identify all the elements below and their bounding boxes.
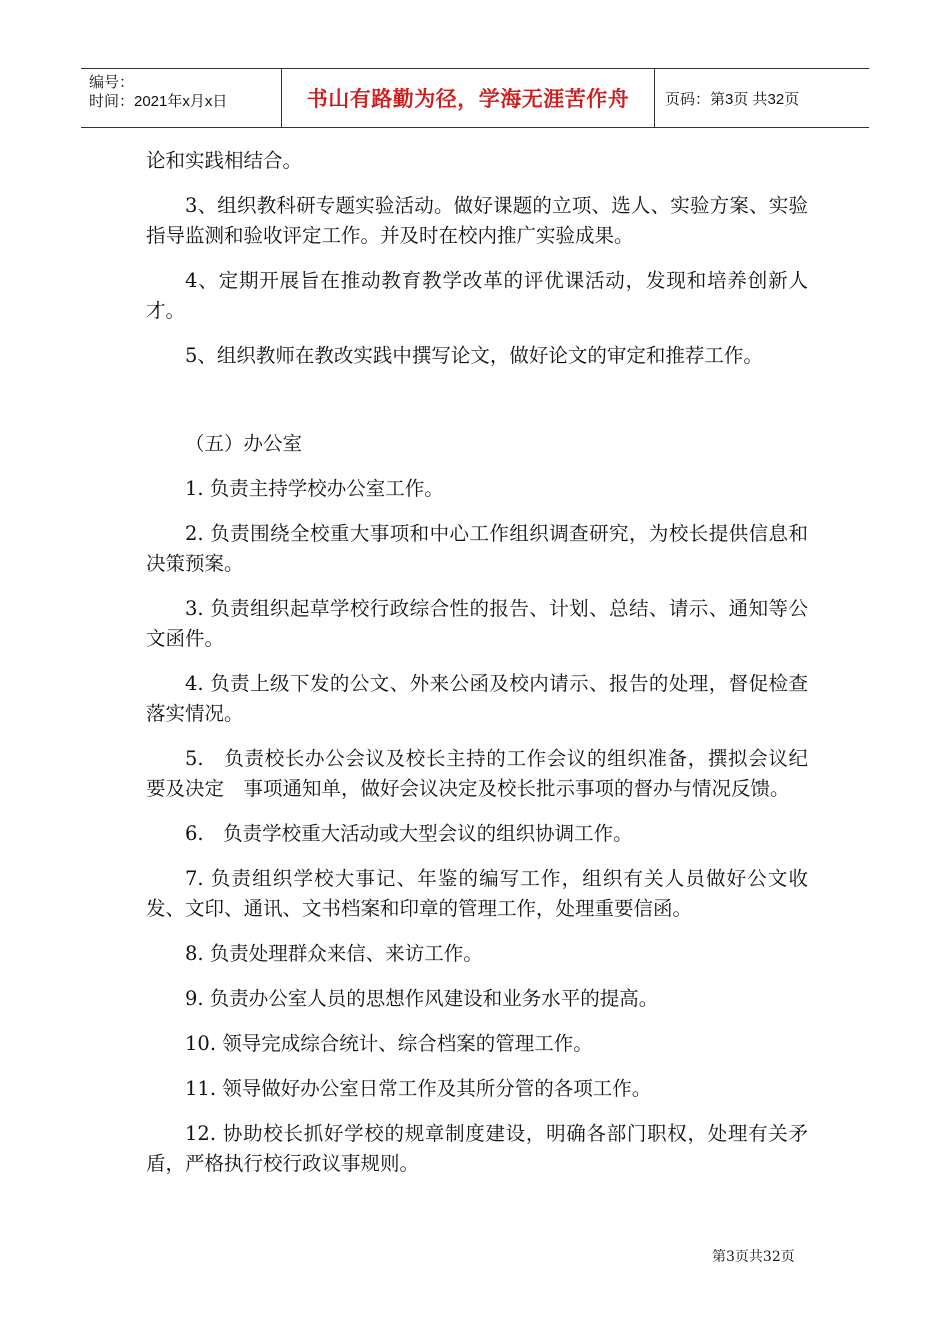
list-item: 12. 协助校长抓好学校的规章制度建设，明确各部门职权，处理有关矛盾，严格执行校行政议事规则。 (146, 1122, 808, 1175)
list-item: 2. 负责围绕全校重大事项和中心工作组织调查研究，为校长提供信息和决策预案。 (146, 522, 808, 575)
continuation-paragraph: 论和实践相结合。 (146, 149, 303, 172)
list-item: 4、定期开展旨在推动教育教学改革的评优课活动，发现和培养创新人才。 (146, 269, 808, 322)
list-item: 7. 负责组织学校大事记、年鉴的编写工作，组织有关人员做好公文收发、文印、通讯、文书档案和印章的管理工作，处理重要信函。 (146, 867, 808, 920)
page-header (81, 68, 869, 128)
header-meta (81, 69, 282, 127)
list-item: 9. 负责办公室人员的思想作风建设和业务水平的提高。 (185, 987, 659, 1010)
list-item: 11. 领导做好办公室日常工作及其所分管的各项工作。 (185, 1077, 652, 1100)
list-item: 3. 负责组织起草学校行政综合性的报告、计划、总结、请示、通知等公文函件。 (146, 597, 808, 650)
section-title: （五）办公室 (185, 432, 303, 455)
list-item: 8. 负责处理群众来信、来访工作。 (185, 942, 483, 965)
header-time-label: 时间：2021年x月x日 (89, 93, 228, 110)
list-item: 3、组织教科研专题实验活动。做好课题的立项、选人、实验方案、实验指导监测和验收评定工作。并及时在校内推广实验成果。 (146, 194, 808, 247)
list-item: 6. 负责学校重大活动或大型会议的组织协调工作。 (185, 822, 633, 845)
page-footer: 第3页共32页 (712, 1249, 795, 1265)
list-item: 5、组织教师在教改实践中撰写论文，做好论文的审定和推荐工作。 (185, 344, 763, 367)
list-item: 10. 领导完成综合统计、综合档案的管理工作。 (185, 1032, 593, 1055)
list-item: 4. 负责上级下发的公文、外来公函及校内请示、报告的处理，督促检查落实情况。 (146, 672, 808, 725)
list-item: 5. 负责校长办公会议及校长主持的工作会议的组织准备，撰拟会议纪要及决定 事项通知单，做好会议决定及校长批示事项的督办与情况反馈。 (146, 747, 808, 800)
list-item: 1. 负责主持学校办公室工作。 (185, 477, 444, 500)
header-number-label: 编号： (89, 74, 135, 91)
header-motto: 书山有路勤为径，学海无涯苦作舟 (282, 69, 655, 127)
document-body (146, 146, 808, 1194)
header-page-code: 页码：第3页 共32页 (665, 90, 800, 108)
